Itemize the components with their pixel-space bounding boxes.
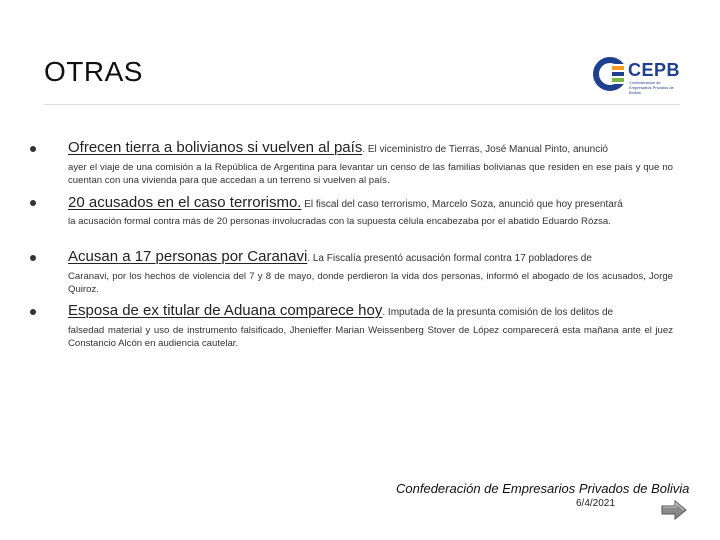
news-body: Caranavi, por los hechos de violencia del 7 y 8 de mayo, donde perdieron la vida dos personas, informó el abogado de los acusados, Jorge Quiroz. — [68, 271, 673, 295]
news-headline[interactable]: Ofrecen tierra a bolivianos si vuelven al país — [68, 139, 363, 156]
news-headline[interactable]: Acusan a 17 personas por Caranavi — [68, 248, 308, 265]
logo-subtitle: Confederación de Empresarios Privados de Bolivia — [629, 80, 674, 95]
news-lead: . El viceministro de Tierras, José Manual Pinto, anunció — [362, 144, 608, 155]
bullet-icon — [30, 200, 36, 206]
bullet-icon — [30, 146, 36, 152]
bullet-icon — [30, 255, 36, 261]
bullet-icon — [30, 309, 36, 315]
arrow-right-icon — [662, 501, 686, 519]
news-headline[interactable]: Esposa de ex titular de Aduana comparece hoy — [68, 302, 383, 319]
footer-date: 6/4/2021 — [576, 498, 615, 509]
news-body: ayer el viaje de una comisión a la República de Argentina para levantar un censo de las familias bolivianas que residen en ese país y que no cuentan con una vivienda para que accedan a un terreno si vuelven al país. — [68, 162, 673, 186]
page-title: OTRAS — [44, 56, 143, 87]
news-body: falsedad material y uso de instrumento falsificado, Jhenieffer Marian Weissenberg Stover de López comparecerá esta mañana ante el juez Constancio Alcón en audiencia cautelar. — [68, 325, 673, 349]
logo-text: CEPB — [628, 60, 681, 80]
next-slide-button[interactable] — [661, 500, 687, 520]
news-headline[interactable]: 20 acusados en el caso terrorismo. — [68, 194, 302, 211]
news-body: la acusación formal contra más de 20 personas involucradas con la supuesta célula encabezaba por el abatido Eduardo Rózsa. — [68, 216, 611, 227]
news-lead: . Imputada de la presunta comisión de los delitos de — [382, 307, 614, 318]
footer-organization: Confederación de Empresarios Privados de Bolivia — [396, 481, 690, 496]
news-lead: . La Fiscalía presentó acusación formal contra 17 pobladores de — [307, 253, 592, 264]
news-lead: El fiscal del caso terrorismo, Marcelo Soza, anunció que hoy presentará — [301, 199, 623, 210]
